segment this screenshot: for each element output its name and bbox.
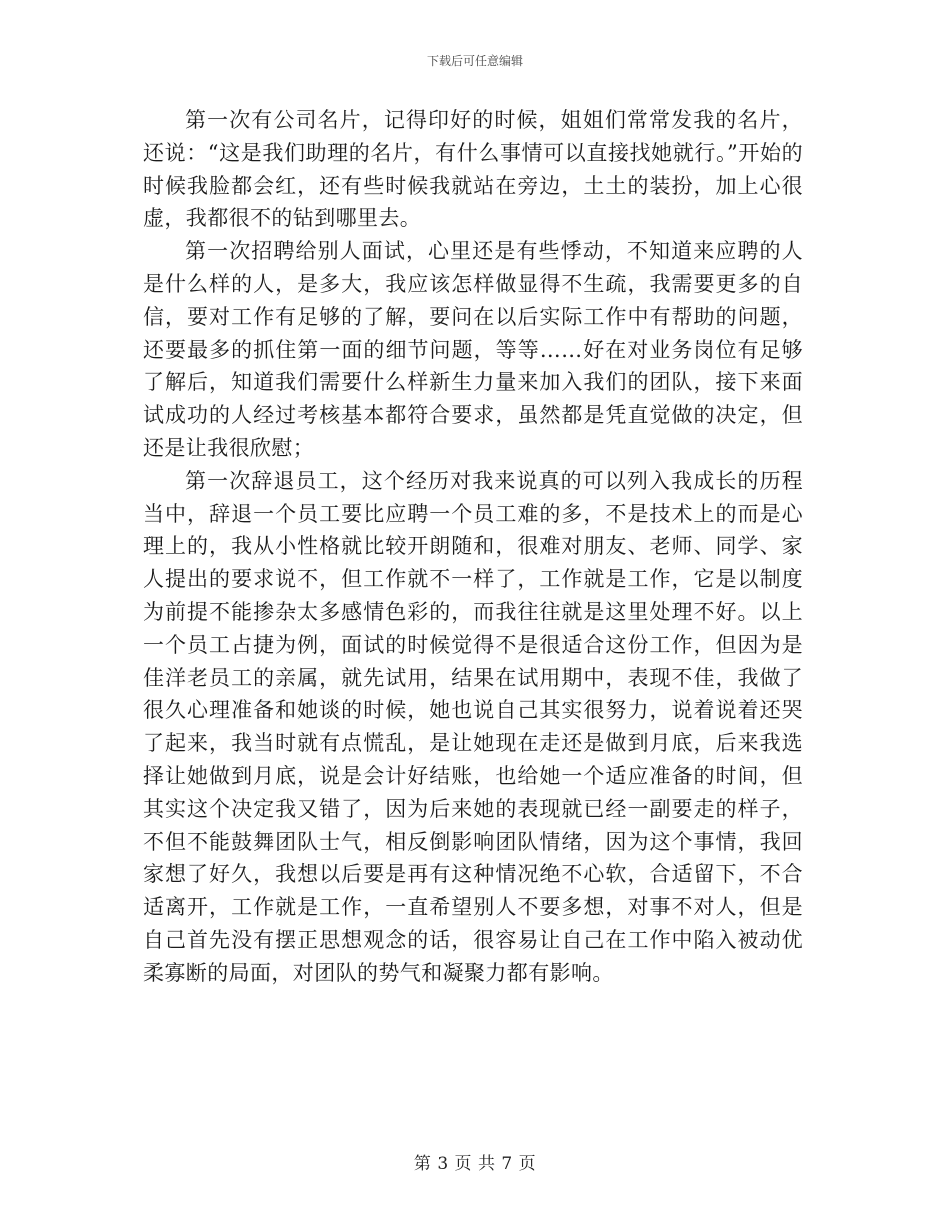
paragraph-first-interview: 第一次招聘给别人面试，心里还是有些悸动，不知道来应聘的人是什么样的人，是多大，我应该怎样做显得不生疏，我需要更多的自信，要对工作有足够的了解，要问在以后实际工作中有帮助的问题，还要最多的抓住第一面的细节问题，等等……好在对业务岗位有足够了解后，知道我们需要什么样新生力量来加入我们的团队，接下来面试成功的人经过考核基本都符合要求，虽然都是凭直觉做的决定，但还是让我很欣慰； [143,239,803,460]
paragraph-business-card: 第一次有公司名片，记得印好的时候，姐姐们常常发我的名片，还说：“这是我们助理的名片，有什么事情可以直接找她就行。”开始的时候我脸都会红，还有些时候我就站在旁边，土土的装扮，加上心很虚，我都很不的钻到哪里去。 [143,108,803,231]
page-number-footer [0,1153,950,1175]
paragraph-first-dismissal: 第一次辞退员工，这个经历对我来说真的可以列入我成长的历程当中，辞退一个员工要比应聘一个员工难的多，不是技术上的而是心理上的，我从小性格就比较开朗随和，很难对朋友、老师、同学、家人提出的要求说不，但工作就不一样了，工作就是工作，它是以制度为前提不能掺杂太多感情色彩的，而我往往就是这里处理不好。以上一个员工占捷为例，面试的时候觉得不是很适合这份工作，但因为是佳洋老员工的亲属，就先试用，结果在试用期中，表现不佳，我做了很久心理准备和她谈的时候，她也说自己其实很努力，说着说着还哭了起来，我当时就有点慌乱，是让她现在走还是做到月底，后来我选择让她做到月底，说是会计好结账，也给她一个适应准备的时间，但其实这个决定我又错了，因为后来她的表现就已经一副要走的样子，不但不能鼓舞团队士气，相反倒影响团队情绪，因为这个事情，我回家想了好久，我想以后要是再有这种情况绝不心软，合适留下，不合适离开，工作就是工作，一直希望别人不要多想，对事不对人，但是自己首先没有摆正思想观念的话，很容易让自己在工作中陷入被动优柔寡断的局面，对团队的势气和凝聚力都有影响。 [143,468,803,985]
page-header-note: 下载后可任意编辑 [426,54,523,68]
document-body [143,104,803,990]
page-number-label: 第 3 页 共 7 页 [413,1154,537,1174]
